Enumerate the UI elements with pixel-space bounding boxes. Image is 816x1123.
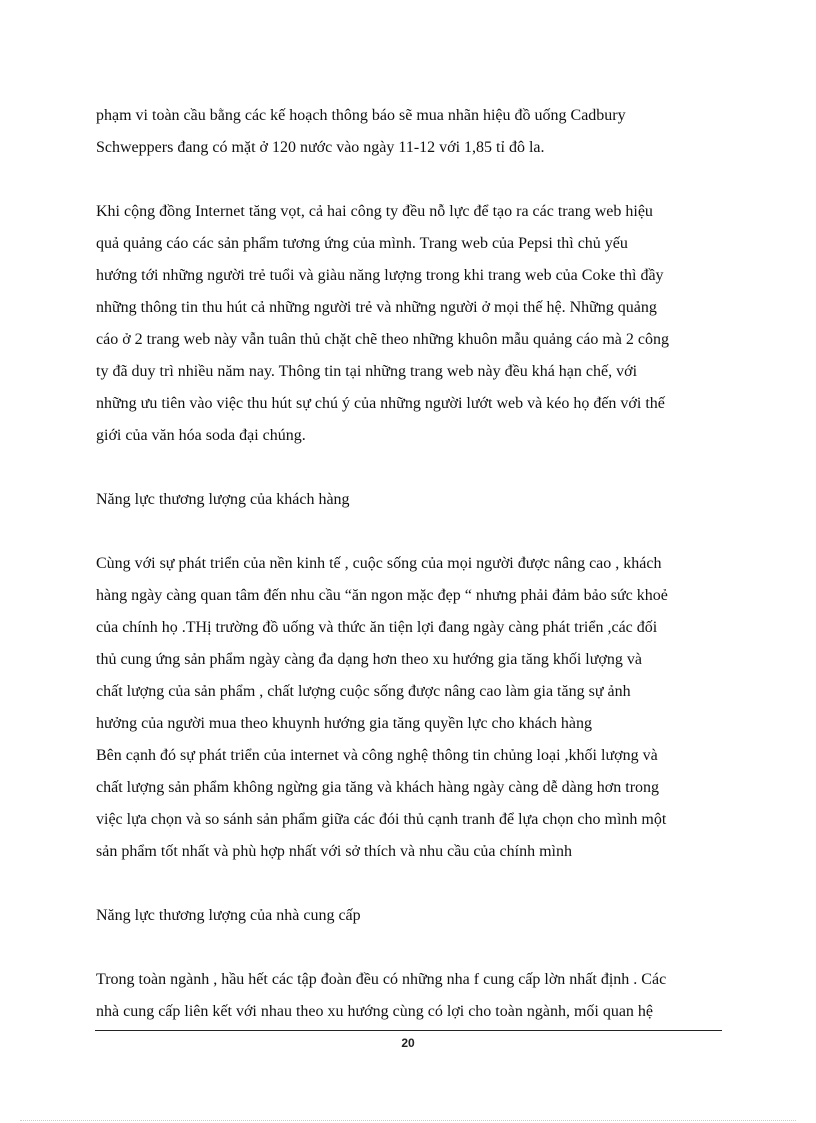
text-line: chất lượng sản phẩm không ngừng gia tăng và khách hàng ngày càng dễ dàng hơn trong	[96, 779, 660, 796]
page-edge-divider	[20, 1120, 796, 1121]
text-line: những thông tin thu hút cả những người trẻ và những người ở mọi thế hệ. Những quảng	[96, 299, 657, 316]
text-line: Trong toàn ngành , hầu hết các tập đoàn đều có những nha f cung cấp lờn nhất định . Các	[96, 971, 667, 988]
text-line: chất lượng của sản phẩm , chất lượng cuộc sống được nâng cao làm gia tăng sự ảnh	[96, 683, 631, 700]
text-line: quả quảng cáo các sản phẩm tương ứng của mình. Trang web của Pepsi thì chủ yếu	[96, 235, 628, 252]
section-heading: Năng lực thương lượng của nhà cung cấp	[96, 907, 361, 924]
text-line: hàng ngày càng quan tâm đến nhu cầu “ăn ngon mặc đẹp “ nhưng phải đảm bảo sức khoẻ	[96, 587, 668, 604]
text-line: Khi cộng đồng Internet tăng vọt, cả hai công ty đều nỗ lực để tạo ra các trang web hiệu	[96, 203, 653, 220]
text-line: những ưu tiên vào việc thu hút sự chú ý của những người lướt web và kéo họ đến với thế	[96, 395, 665, 412]
text-line: sản phẩm tốt nhất và phù hợp nhất với sở thích và nhu cầu của chính mình	[96, 843, 572, 860]
text-line: nhà cung cấp liên kết với nhau theo xu hướng cùng có lợi cho toàn ngành, mối quan hệ	[96, 1003, 654, 1020]
text-line: cáo ở 2 trang web này vẫn tuân thủ chặt chẽ theo những khuôn mẫu quảng cáo mà 2 công	[96, 331, 669, 348]
text-line: Cùng với sự phát triển của nền kinh tế , cuộc sống của mọi người được nâng cao , khách	[96, 555, 662, 572]
text-line: việc lựa chọn và so sánh sản phẩm giữa các đói thủ cạnh tranh để lựa chọn cho mình một	[96, 811, 667, 828]
paragraph	[96, 100, 728, 164]
text-line: Schweppers đang có mặt ở 120 nước vào ngày 11-12 với 1,85 tỉ đô la.	[96, 139, 545, 156]
text-line: hướng tới những người trẻ tuổi và giàu năng lượng trong khi trang web của Coke thì đầy	[96, 267, 664, 284]
text-line: giới của văn hóa soda đại chúng.	[96, 427, 306, 444]
text-line: hưởng của người mua theo khuynh hướng gia tăng quyền lực cho khách hàng	[96, 715, 592, 732]
footer-divider	[95, 1030, 722, 1031]
section-heading: Năng lực thương lượng của khách hàng	[96, 491, 350, 508]
page-number: 20	[401, 1036, 415, 1050]
text-line: phạm vi toàn cầu bằng các kế hoạch thông báo sẽ mua nhãn hiệu đồ uống Cadbury	[96, 107, 626, 124]
text-line: của chính họ .THị trường đồ uống và thức ăn tiện lợi đang ngày càng phát triển ,các đối	[96, 619, 658, 636]
page-body	[96, 100, 728, 1028]
text-line: thủ cung ứng sản phẩm ngày càng đa dạng hơn theo xu hướng gia tăng khối lượng và	[96, 651, 642, 668]
text-line: ty đã duy trì nhiều năm nay. Thông tin tại những trang web này đều khá hạn chế, với	[96, 363, 638, 380]
paragraph	[96, 548, 728, 868]
text-line: Bên cạnh đó sự phát triển của internet và công nghệ thông tin chủng loại ,khối lượng và	[96, 747, 658, 764]
paragraph	[96, 964, 728, 1028]
paragraph	[96, 196, 728, 452]
